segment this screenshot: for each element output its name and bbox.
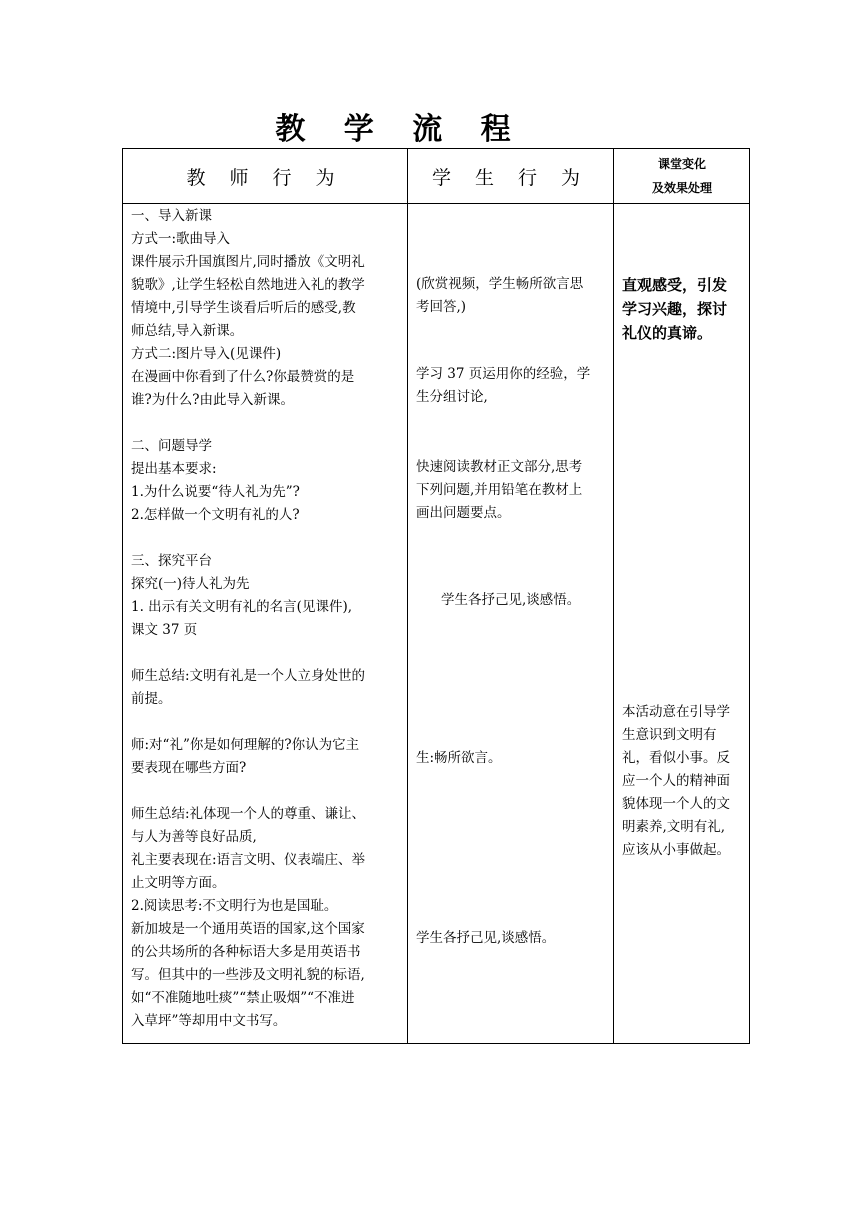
text-line: 生分组讨论, (416, 389, 488, 405)
text-line: 前提。 (131, 691, 172, 707)
page-title: 教 学 流 程 (275, 112, 525, 147)
text-line: 课件展示升国旗图片,同时播放《文明礼 (131, 254, 365, 270)
text-line: 1. 出示有关文明有礼的名言(见课件), (131, 599, 352, 615)
text-line: (欣赏视频，学生畅所欲言思 (416, 276, 584, 292)
text-line: 方式一:歌曲导入 (131, 231, 231, 247)
text-line: 明素养,文明有礼, (622, 819, 726, 835)
header-effect (614, 149, 750, 203)
text-line: 画出问题要点。 (416, 505, 511, 521)
text-line: 师生总结:文明有礼是一个人立身处世的 (131, 668, 366, 684)
text-line: 貌歌》,让学生轻松自然地进入礼的教学 (131, 277, 365, 293)
teacher-column (131, 205, 403, 1033)
text-line: 二、问题导学 (131, 438, 212, 454)
text-line: 师总结,导入新课。 (131, 323, 244, 339)
text-line: 2.阅读思考:不文明行为也是国耻。 (131, 898, 338, 914)
text-line: 在漫画中你看到了什么?你最赞赏的是 (131, 369, 355, 385)
text-line: 礼主要表现在:语言文明、仪表端庄、举 (131, 852, 366, 868)
text-line: 本活动意在引导学 (622, 704, 730, 720)
student-response-3 (416, 456, 612, 525)
text-line: 写。但其中的一些涉及文明礼貌的标语, (131, 967, 365, 983)
text-line: 1.为什么说要“待人礼为先”? (131, 484, 300, 500)
text-line: 考回答,) (416, 299, 467, 315)
header-effect-line2: 及效果处理 (651, 181, 712, 195)
text-line: 探究(一)待人礼为先 (131, 576, 250, 592)
text-line: 师:对“礼”你是如何理解的?你认为它主 (131, 737, 360, 753)
text-line: 的公共场所的各种标语大多是用英语书 (131, 944, 361, 960)
text-line: 学习兴趣，探讨 (622, 300, 728, 318)
student-response-2 (416, 363, 612, 409)
text-line: 应该从小事做起。 (622, 842, 730, 858)
column-divider-1 (407, 149, 408, 1043)
text-line: 要表现在哪些方面? (131, 760, 247, 776)
text-line: 师生总结:礼体现一个人的尊重、谦让、 (131, 806, 366, 822)
text-line: 提出基本要求: (131, 461, 217, 477)
text-line: 止文明等方面。 (131, 875, 226, 891)
text-line: 课文 37 页 (131, 622, 198, 638)
text-line: 新加坡是一个通用英语的国家,这个国家 (131, 921, 365, 937)
student-response-6: 学生各抒己见,谈感悟。 (416, 930, 556, 946)
text-line: 生意识到文明有 (622, 727, 717, 743)
text-line: 直观感受，引发 (622, 276, 728, 294)
text-line: 学习 37 页运用你的经验，学 (416, 366, 591, 382)
text-line: 一、导入新课 (131, 208, 212, 224)
header-divider (123, 203, 749, 204)
header-student: 学 生 行 为 (431, 166, 590, 189)
text-line: 礼仪的真谛。 (622, 324, 713, 342)
text-line: 2.怎样做一个文明有礼的人? (131, 507, 300, 523)
student-response-4: 学生各抒己见,谈感悟。 (441, 592, 581, 608)
text-line: 谁?为什么?由此导入新课。 (131, 392, 294, 408)
header-effect-line1: 课堂变化 (657, 157, 706, 171)
effect-note-2 (622, 701, 746, 862)
text-line: 入草坪”等却用中文书写。 (131, 1013, 287, 1029)
text-line: 快速阅读教材正文部分,思考 (416, 459, 583, 475)
text-line: 貌体现一个人的文 (622, 796, 730, 812)
text-line: 三、探究平台 (131, 553, 212, 569)
text-line: 下列问题,并用铅笔在教材上 (416, 482, 583, 498)
text-line: 情境中,引导学生谈看后听后的感受,教 (131, 300, 356, 316)
text-line: 应一个人的精神面 (622, 773, 730, 789)
text-line: 如“不准随地吐痰”“禁止吸烟”“不准进 (131, 990, 355, 1006)
text-line: 与人为善等良好品质, (131, 829, 257, 845)
text-line: 礼，看似小事。反 (622, 750, 730, 766)
student-response-5: 生:畅所欲言。 (416, 750, 502, 766)
effect-note-1 (622, 273, 746, 345)
header-teacher: 教 师 行 为 (186, 166, 344, 189)
lesson-flow-table (122, 148, 750, 1044)
column-divider-2 (613, 149, 614, 1043)
student-response-1 (416, 273, 612, 319)
text-line: 方式二:图片导入(见课件) (131, 346, 282, 362)
